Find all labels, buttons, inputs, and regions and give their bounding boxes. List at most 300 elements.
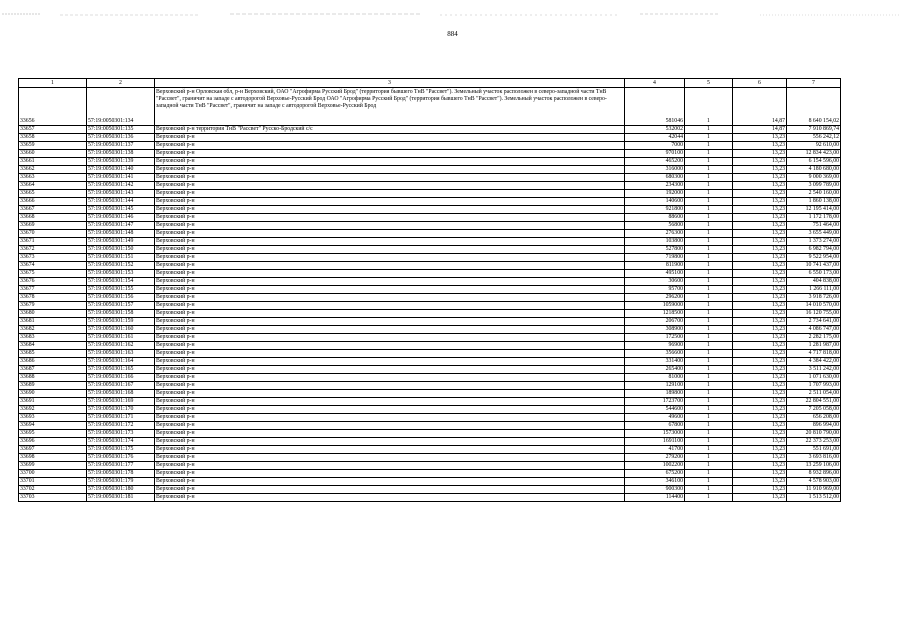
- coefficient-cell: 1: [685, 142, 733, 150]
- rate-cell: 13,23: [733, 374, 787, 382]
- area-cell: 81000: [625, 374, 685, 382]
- coefficient-cell: 1: [685, 262, 733, 270]
- area-cell: 41700: [625, 446, 685, 454]
- location-cell: Верховский р-н: [155, 446, 625, 454]
- coefficient-cell: 1: [685, 486, 733, 494]
- cadastral-value-cell: 656 208,00: [787, 414, 841, 422]
- location-cell: Верховский р-н: [155, 414, 625, 422]
- area-cell: 279200: [625, 454, 685, 462]
- area-cell: 234300: [625, 182, 685, 190]
- cadastral-value-cell: 4 578 903,00: [787, 478, 841, 486]
- coefficient-cell: 1: [685, 190, 733, 198]
- area-cell: 316000: [625, 166, 685, 174]
- cadastral-value-cell: 20 810 790,00: [787, 430, 841, 438]
- cadastral-number-cell: 57:19:0050301:157: [87, 302, 155, 310]
- area-cell: 970100: [625, 150, 685, 158]
- row-number-cell: 33673: [19, 254, 87, 262]
- cadastral-value-cell: 11 910 969,00: [787, 486, 841, 494]
- table-row: [19, 374, 841, 382]
- location-cell: Верховский р-н: [155, 350, 625, 358]
- area-cell: 129100: [625, 382, 685, 390]
- rate-cell: 13,23: [733, 302, 787, 310]
- table-row: [19, 446, 841, 454]
- table-row: [19, 134, 841, 142]
- cadastral-value-cell: 1 513 512,00: [787, 494, 841, 502]
- rate-cell: 13,23: [733, 286, 787, 294]
- row-number-cell: 33681: [19, 318, 87, 326]
- cadastral-value-cell: 12 195 414,00: [787, 206, 841, 214]
- location-cell: Верховский р-н: [155, 182, 625, 190]
- location-cell: Верховский р-н: [155, 286, 625, 294]
- cadastral-value-cell: 1 071 630,00: [787, 374, 841, 382]
- location-cell: Верховский р-н: [155, 278, 625, 286]
- location-cell: Верховский р-н: [155, 318, 625, 326]
- coefficient-cell: 1: [685, 406, 733, 414]
- table-row: [19, 422, 841, 430]
- rate-cell: 13,23: [733, 150, 787, 158]
- rate-cell: 13,23: [733, 158, 787, 166]
- cadastral-value-cell: 92 610,00: [787, 142, 841, 150]
- table-row: [19, 334, 841, 342]
- cadastral-number-cell: 57:19:0050301:172: [87, 422, 155, 430]
- area-cell: 356600: [625, 350, 685, 358]
- location-cell: Верховский р-н: [155, 486, 625, 494]
- row-number-cell: 33676: [19, 278, 87, 286]
- coefficient-cell: 1: [685, 174, 733, 182]
- table-row: [19, 478, 841, 486]
- cadastral-number-cell: 57:19:0050301:149: [87, 238, 155, 246]
- cadastral-number-cell: 57:19:0050301:142: [87, 182, 155, 190]
- table-row: [19, 158, 841, 166]
- cadastral-number-cell: 57:19:0050301:166: [87, 374, 155, 382]
- area-cell: 900300: [625, 486, 685, 494]
- row-number-cell: 33700: [19, 470, 87, 478]
- row-number-cell: 33669: [19, 222, 87, 230]
- row-number-cell: 33668: [19, 214, 87, 222]
- coefficient-cell: 1: [685, 422, 733, 430]
- cadastral-value-cell: 3 511 242,00: [787, 366, 841, 374]
- cadastral-value-cell: 4 086 747,00: [787, 326, 841, 334]
- table-row: [19, 310, 841, 318]
- area-cell: 544600: [625, 406, 685, 414]
- cadastral-number-cell: 57:19:0050301:170: [87, 406, 155, 414]
- row-number-cell: 33691: [19, 398, 87, 406]
- column-header: 1: [19, 79, 87, 88]
- rate-cell: 13,23: [733, 238, 787, 246]
- table-row: [19, 278, 841, 286]
- rate-cell: 13,23: [733, 222, 787, 230]
- rate-cell: 13,23: [733, 494, 787, 502]
- row-number-cell: 33661: [19, 158, 87, 166]
- row-number-cell: 33663: [19, 174, 87, 182]
- rate-cell: 13,23: [733, 486, 787, 494]
- cadastral-value-cell: 6 154 596,00: [787, 158, 841, 166]
- cadastral-value-cell: 8 640 154,02: [787, 88, 841, 126]
- cadastral-value-cell: 8 932 896,00: [787, 470, 841, 478]
- location-cell: Верховский р-н: [155, 134, 625, 142]
- cadastral-number-cell: 57:19:0050301:154: [87, 278, 155, 286]
- coefficient-cell: 1: [685, 246, 733, 254]
- coefficient-cell: 1: [685, 390, 733, 398]
- location-cell: Верховский р-н: [155, 494, 625, 502]
- row-number-cell: 33698: [19, 454, 87, 462]
- location-cell: Верховский р-н Орловская обл, р-н Верховский, ОАО "Агрофирма Русский Брод" (территория бывшего ТнВ "Рассвет"). Земельный участок расположен в северо-западной части ТнВ "Рассвет", граничит на западе с автодорогой Верховье-Русский Брод ОАО "Агрофирма Русский Брод" (территория бывшего ТнВ "Рассвет"). Земельный участок расположен в северо-западной части ТнВ "Рассвет", граничит на западе с автодорогой Верховье-Русский Брод: [155, 88, 625, 126]
- area-cell: 192000: [625, 190, 685, 198]
- coefficient-cell: 1: [685, 462, 733, 470]
- area-cell: 532002: [625, 126, 685, 134]
- row-number-cell: 33697: [19, 446, 87, 454]
- coefficient-cell: 1: [685, 358, 733, 366]
- row-number-cell: 33688: [19, 374, 87, 382]
- cadastral-number-cell: 57:19:0050301:150: [87, 246, 155, 254]
- table-row: [19, 286, 841, 294]
- area-cell: 308900: [625, 326, 685, 334]
- coefficient-cell: 1: [685, 326, 733, 334]
- row-number-cell: 33658: [19, 134, 87, 142]
- coefficient-cell: 1: [685, 294, 733, 302]
- table-row: [19, 302, 841, 310]
- cadastral-value-cell: 1 860 138,00: [787, 198, 841, 206]
- area-cell: 265400: [625, 366, 685, 374]
- column-header: 4: [625, 79, 685, 88]
- coefficient-cell: 1: [685, 126, 733, 134]
- row-number-cell: 33659: [19, 142, 87, 150]
- coefficient-cell: 1: [685, 382, 733, 390]
- cadastral-value-cell: 9 522 954,00: [787, 254, 841, 262]
- coefficient-cell: 1: [685, 334, 733, 342]
- row-number-cell: 33687: [19, 366, 87, 374]
- area-cell: 495100: [625, 270, 685, 278]
- area-cell: 296200: [625, 294, 685, 302]
- row-number-cell: 33684: [19, 342, 87, 350]
- area-cell: 276300: [625, 230, 685, 238]
- table-row: [19, 414, 841, 422]
- table-row: [19, 230, 841, 238]
- location-cell: Верховский р-н: [155, 462, 625, 470]
- area-cell: 921800: [625, 206, 685, 214]
- cadastral-value-cell: 1 281 987,00: [787, 342, 841, 350]
- coefficient-cell: 1: [685, 494, 733, 502]
- location-cell: Верховский р-н: [155, 270, 625, 278]
- table-row: [19, 494, 841, 502]
- cadastral-value-cell: 556 242,12: [787, 134, 841, 142]
- row-number-cell: 33679: [19, 302, 87, 310]
- location-cell: Верховский р-н: [155, 326, 625, 334]
- cadastral-number-cell: 57:19:0050301:144: [87, 198, 155, 206]
- location-cell: Верховский р-н: [155, 310, 625, 318]
- cadastral-number-cell: 57:19:0050301:148: [87, 230, 155, 238]
- cadastral-number-cell: 57:19:0050301:160: [87, 326, 155, 334]
- cadastral-value-cell: 551 691,00: [787, 446, 841, 454]
- rate-cell: 13,23: [733, 382, 787, 390]
- row-number-cell: 33685: [19, 350, 87, 358]
- coefficient-cell: 1: [685, 254, 733, 262]
- rate-cell: 13,23: [733, 294, 787, 302]
- coefficient-cell: 1: [685, 198, 733, 206]
- coefficient-cell: 1: [685, 366, 733, 374]
- location-cell: Верховский р-н: [155, 398, 625, 406]
- coefficient-cell: 1: [685, 270, 733, 278]
- row-number-cell: 33667: [19, 206, 87, 214]
- row-number-cell: 33657: [19, 126, 87, 134]
- rate-cell: 13,23: [733, 318, 787, 326]
- location-cell: Верховский р-н: [155, 246, 625, 254]
- row-number-cell: 33678: [19, 294, 87, 302]
- cadastral-value-cell: 1 373 274,00: [787, 238, 841, 246]
- row-number-cell: 33662: [19, 166, 87, 174]
- cadastral-value-cell: 4 180 680,00: [787, 166, 841, 174]
- table-row: [19, 214, 841, 222]
- column-header: 5: [685, 79, 733, 88]
- location-cell: Верховский р-н: [155, 206, 625, 214]
- cadastral-number-cell: 57:19:0050301:134: [87, 88, 155, 126]
- table-row: [19, 382, 841, 390]
- rate-cell: 13,23: [733, 366, 787, 374]
- table-row: [19, 350, 841, 358]
- location-cell: Верховский р-н: [155, 422, 625, 430]
- table-row: [19, 430, 841, 438]
- row-number-cell: 33670: [19, 230, 87, 238]
- cadastral-value-cell: 2 282 175,00: [787, 334, 841, 342]
- row-number-cell: 33664: [19, 182, 87, 190]
- cadastral-value-cell: 22 373 253,00: [787, 438, 841, 446]
- area-cell: 56800: [625, 222, 685, 230]
- location-cell: Верховский р-н: [155, 214, 625, 222]
- coefficient-cell: 1: [685, 438, 733, 446]
- row-number-cell: 33666: [19, 198, 87, 206]
- area-cell: 346100: [625, 478, 685, 486]
- coefficient-cell: 1: [685, 454, 733, 462]
- cadastral-value-cell: 7 205 058,00: [787, 406, 841, 414]
- coefficient-cell: 1: [685, 414, 733, 422]
- location-cell: Верховский р-н: [155, 470, 625, 478]
- row-number-cell: 33680: [19, 310, 87, 318]
- coefficient-cell: 1: [685, 222, 733, 230]
- location-cell: Верховский р-н: [155, 438, 625, 446]
- cadastral-value-cell: 2 511 054,00: [787, 390, 841, 398]
- rate-cell: 13,23: [733, 142, 787, 150]
- area-cell: 1002200: [625, 462, 685, 470]
- location-cell: Верховский р-н: [155, 358, 625, 366]
- table-row: [19, 270, 841, 278]
- coefficient-cell: 1: [685, 206, 733, 214]
- rate-cell: 13,23: [733, 454, 787, 462]
- row-number-cell: 33701: [19, 478, 87, 486]
- location-cell: Верховский р-н: [155, 230, 625, 238]
- rate-cell: 13,23: [733, 254, 787, 262]
- table-row: [19, 222, 841, 230]
- rate-cell: 13,23: [733, 206, 787, 214]
- area-cell: 49600: [625, 414, 685, 422]
- cadastral-number-cell: 57:19:0050301:139: [87, 158, 155, 166]
- cadastral-number-cell: 57:19:0050301:141: [87, 174, 155, 182]
- rate-cell: 13,23: [733, 350, 787, 358]
- rate-cell: 13,23: [733, 310, 787, 318]
- table-header-row: [19, 79, 841, 88]
- area-cell: 581046: [625, 88, 685, 126]
- area-cell: 1691100: [625, 438, 685, 446]
- location-cell: Верховский р-н: [155, 174, 625, 182]
- table-row: [19, 254, 841, 262]
- rate-cell: 13,23: [733, 326, 787, 334]
- cadastral-number-cell: 57:19:0050301:176: [87, 454, 155, 462]
- cadastral-number-cell: 57:19:0050301:168: [87, 390, 155, 398]
- coefficient-cell: 1: [685, 478, 733, 486]
- cadastral-value-cell: 3 099 789,00: [787, 182, 841, 190]
- rate-cell: 13,23: [733, 214, 787, 222]
- cadastral-value-table: [18, 78, 841, 502]
- coefficient-cell: 1: [685, 302, 733, 310]
- cadastral-value-cell: 14 010 570,00: [787, 302, 841, 310]
- location-cell: Верховский р-н: [155, 406, 625, 414]
- scan-header-noise: [0, 12, 905, 20]
- coefficient-cell: 1: [685, 398, 733, 406]
- table-row: [19, 166, 841, 174]
- coefficient-cell: 1: [685, 374, 733, 382]
- coefficient-cell: 1: [685, 446, 733, 454]
- cadastral-value-cell: 9 000 369,00: [787, 174, 841, 182]
- cadastral-value-cell: 4 717 818,00: [787, 350, 841, 358]
- row-number-cell: 33694: [19, 422, 87, 430]
- coefficient-cell: 1: [685, 342, 733, 350]
- rate-cell: 14,87: [733, 126, 787, 134]
- cadastral-number-cell: 57:19:0050301:167: [87, 382, 155, 390]
- location-cell: Верховский р-н: [155, 142, 625, 150]
- location-cell: Верховский р-н: [155, 150, 625, 158]
- rate-cell: 13,23: [733, 246, 787, 254]
- location-cell: Верховский р-н: [155, 302, 625, 310]
- cadastral-value-cell: 1 707 993,00: [787, 382, 841, 390]
- coefficient-cell: 1: [685, 134, 733, 142]
- table-row: [19, 246, 841, 254]
- rate-cell: 13,23: [733, 262, 787, 270]
- cadastral-number-cell: 57:19:0050301:173: [87, 430, 155, 438]
- page-number: 884: [447, 30, 458, 38]
- row-number-cell: 33699: [19, 462, 87, 470]
- location-cell: Верховский р-н: [155, 454, 625, 462]
- location-cell: Верховский р-н: [155, 158, 625, 166]
- cadastral-value-cell: 3 918 726,00: [787, 294, 841, 302]
- rate-cell: 13,23: [733, 430, 787, 438]
- row-number-cell: 33703: [19, 494, 87, 502]
- column-header: 2: [87, 79, 155, 88]
- table-row: [19, 438, 841, 446]
- table-row: [19, 126, 841, 134]
- cadastral-number-cell: 57:19:0050301:163: [87, 350, 155, 358]
- cadastral-number-cell: 57:19:0050301:136: [87, 134, 155, 142]
- cadastral-number-cell: 57:19:0050301:151: [87, 254, 155, 262]
- location-cell: Верховский р-н территория ТнВ "Рассвет" Русско-Бродский с/с: [155, 126, 625, 134]
- area-cell: 42044: [625, 134, 685, 142]
- rate-cell: 13,23: [733, 134, 787, 142]
- table-row: [19, 294, 841, 302]
- coefficient-cell: 1: [685, 318, 733, 326]
- area-cell: 189800: [625, 390, 685, 398]
- cadastral-value-cell: 4 384 422,00: [787, 358, 841, 366]
- table-row: [19, 262, 841, 270]
- coefficient-cell: 1: [685, 214, 733, 222]
- rate-cell: 13,23: [733, 174, 787, 182]
- area-cell: 1059000: [625, 302, 685, 310]
- cadastral-number-cell: 57:19:0050301:156: [87, 294, 155, 302]
- rate-cell: 13,23: [733, 438, 787, 446]
- area-cell: 172500: [625, 334, 685, 342]
- location-cell: Верховский р-н: [155, 334, 625, 342]
- cadastral-number-cell: 57:19:0050301:140: [87, 166, 155, 174]
- cadastral-value-cell: 12 834 423,00: [787, 150, 841, 158]
- table-row: [19, 182, 841, 190]
- cadastral-number-cell: 57:19:0050301:164: [87, 358, 155, 366]
- coefficient-cell: 1: [685, 350, 733, 358]
- table-row: [19, 366, 841, 374]
- cadastral-value-cell: 13 259 106,00: [787, 462, 841, 470]
- table-row: [19, 398, 841, 406]
- row-number-cell: 33656: [19, 88, 87, 126]
- cadastral-value-cell: 404 838,00: [787, 278, 841, 286]
- cadastral-number-cell: 57:19:0050301:159: [87, 318, 155, 326]
- area-cell: 30600: [625, 278, 685, 286]
- rate-cell: 13,23: [733, 390, 787, 398]
- location-cell: Верховский р-н: [155, 190, 625, 198]
- cadastral-value-cell: 22 804 551,00: [787, 398, 841, 406]
- row-number-cell: 33692: [19, 406, 87, 414]
- area-cell: 96900: [625, 342, 685, 350]
- cadastral-number-cell: 57:19:0050301:145: [87, 206, 155, 214]
- row-number-cell: 33689: [19, 382, 87, 390]
- coefficient-cell: 1: [685, 310, 733, 318]
- cadastral-number-cell: 57:19:0050301:174: [87, 438, 155, 446]
- coefficient-cell: 1: [685, 166, 733, 174]
- area-cell: 719800: [625, 254, 685, 262]
- cadastral-number-cell: 57:19:0050301:147: [87, 222, 155, 230]
- cadastral-number-cell: 57:19:0050301:152: [87, 262, 155, 270]
- row-number-cell: 33690: [19, 390, 87, 398]
- cadastral-value-cell: 1 172 178,00: [787, 214, 841, 222]
- area-cell: 95700: [625, 286, 685, 294]
- cadastral-number-cell: 57:19:0050301:158: [87, 310, 155, 318]
- row-number-cell: 33683: [19, 334, 87, 342]
- table-row: [19, 326, 841, 334]
- rate-cell: 13,23: [733, 406, 787, 414]
- row-number-cell: 33671: [19, 238, 87, 246]
- coefficient-cell: 1: [685, 88, 733, 126]
- area-cell: 114400: [625, 494, 685, 502]
- cadastral-value-cell: 7 910 869,74: [787, 126, 841, 134]
- area-cell: 1573000: [625, 430, 685, 438]
- cadastral-number-cell: 57:19:0050301:137: [87, 142, 155, 150]
- row-number-cell: 33674: [19, 262, 87, 270]
- location-cell: Верховский р-н: [155, 366, 625, 374]
- cadastral-value-cell: 16 120 755,00: [787, 310, 841, 318]
- area-cell: 465200: [625, 158, 685, 166]
- location-cell: Верховский р-н: [155, 430, 625, 438]
- table-row: [19, 358, 841, 366]
- row-number-cell: 33672: [19, 246, 87, 254]
- coefficient-cell: 1: [685, 238, 733, 246]
- coefficient-cell: 1: [685, 230, 733, 238]
- rate-cell: 13,23: [733, 166, 787, 174]
- rate-cell: 13,23: [733, 198, 787, 206]
- rate-cell: 13,23: [733, 414, 787, 422]
- column-header: 6: [733, 79, 787, 88]
- column-header: 3: [155, 79, 625, 88]
- cadastral-value-cell: 751 464,00: [787, 222, 841, 230]
- cadastral-value-cell: 896 994,00: [787, 422, 841, 430]
- coefficient-cell: 1: [685, 430, 733, 438]
- table-row: [19, 198, 841, 206]
- location-cell: Верховский р-н: [155, 198, 625, 206]
- rate-cell: 13,23: [733, 398, 787, 406]
